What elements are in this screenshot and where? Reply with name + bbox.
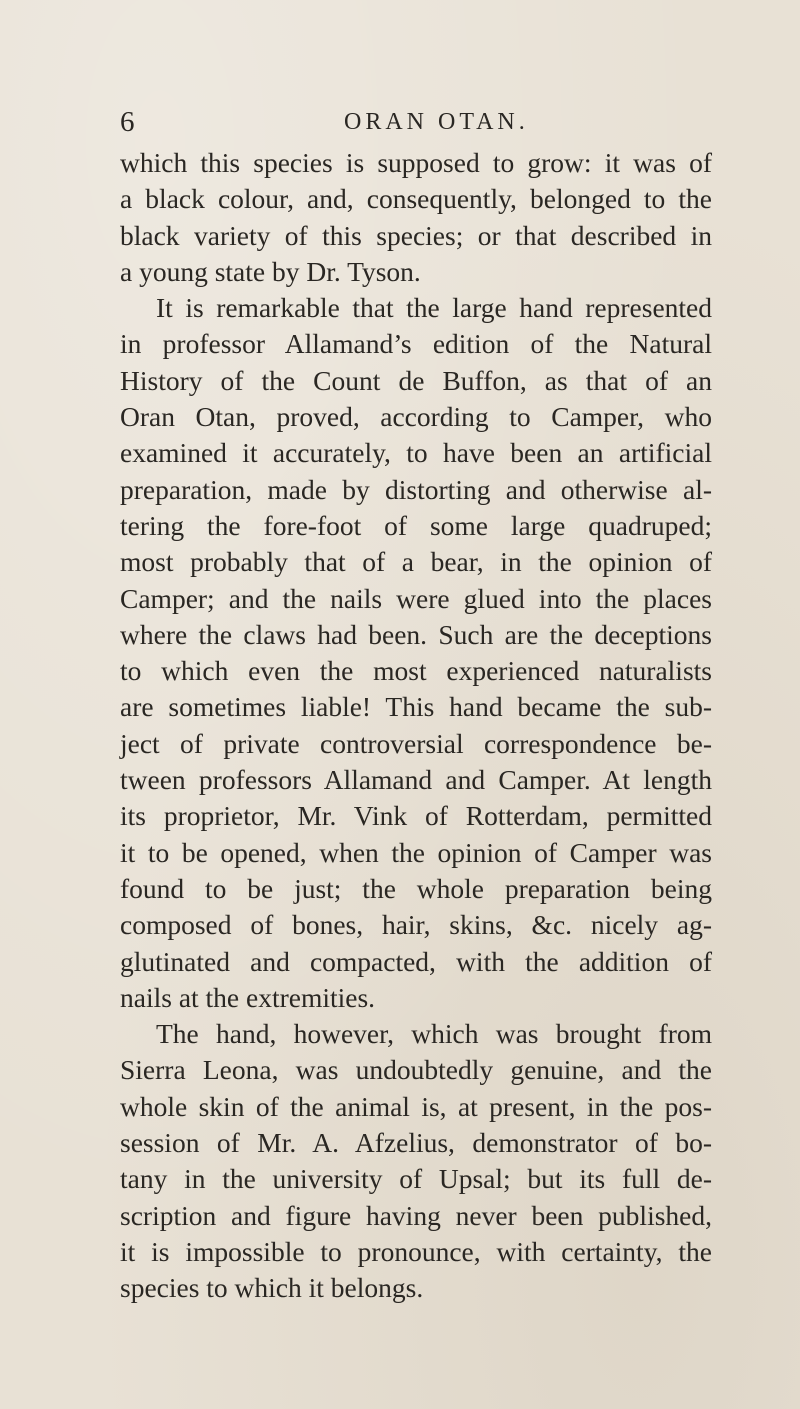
text-line: Oran Otan, proved, according to Camper, who <box>120 401 712 433</box>
body-text <box>120 145 712 1307</box>
text-line: its proprietor, Mr. Vink of Rotterdam, permitted <box>120 800 712 832</box>
text-line: most probably that of a bear, in the opinion of <box>120 546 712 578</box>
page-header <box>0 106 800 146</box>
page-number: 6 <box>120 106 135 138</box>
text-line: Camper; and the nails were glued into the places <box>120 582 712 614</box>
running-head: ORAN OTAN. <box>344 109 529 135</box>
text-line: session of Mr. A. Afzelius, demonstrator of bo- <box>120 1127 712 1159</box>
text-line: tering the fore-foot of some large quadruped; <box>120 509 712 541</box>
text-line: black variety of this species; or that described in <box>120 219 712 251</box>
text-line: found to be just; the whole preparation being <box>120 872 712 904</box>
text-line: to which even the most experienced naturalists <box>120 655 712 687</box>
text-line: which this species is supposed to grow: it was of <box>120 147 712 178</box>
text-line: preparation, made by distorting and otherwise al- <box>120 473 712 505</box>
text-line: It is remarkable that the large hand represented <box>156 292 712 324</box>
text-line: composed of bones, hair, skins, &c. nicely ag- <box>120 909 712 941</box>
text-line: History of the Count de Buffon, as that of an <box>120 364 712 396</box>
text-line: tany in the university of Upsal; but its full de- <box>120 1163 712 1195</box>
text-line: it is impossible to pronounce, with certainty, the <box>120 1235 712 1267</box>
text-line: nails at the extremities. <box>120 981 376 1013</box>
text-line: scription and figure having never been published, <box>120 1199 712 1231</box>
text-line: tween professors Allamand and Camper. At length <box>120 764 712 796</box>
text-line: it to be opened, when the opinion of Camper was <box>120 836 712 868</box>
text-line: a young state by Dr. Tyson. <box>120 255 421 287</box>
text-line: Sierra Leona, was undoubtedly genuine, and the <box>120 1054 712 1086</box>
text-line: a black colour, and, consequently, belonged to the <box>120 183 712 215</box>
text-line: The hand, however, which was brought from <box>156 1018 712 1050</box>
text-line: in professor Allamand’s edition of the Natural <box>120 328 712 360</box>
text-line: ject of private controversial correspondence be- <box>120 727 712 759</box>
text-line: species to which it belongs. <box>120 1272 424 1304</box>
text-line: are sometimes liable! This hand became the sub- <box>120 691 712 723</box>
text-line: whole skin of the animal is, at present, in the pos- <box>120 1090 712 1122</box>
text-line: glutinated and compacted, with the addition of <box>120 945 712 977</box>
text-line: examined it accurately, to have been an artificial <box>120 437 712 469</box>
text-line: where the claws had been. Such are the deceptions <box>120 618 712 650</box>
